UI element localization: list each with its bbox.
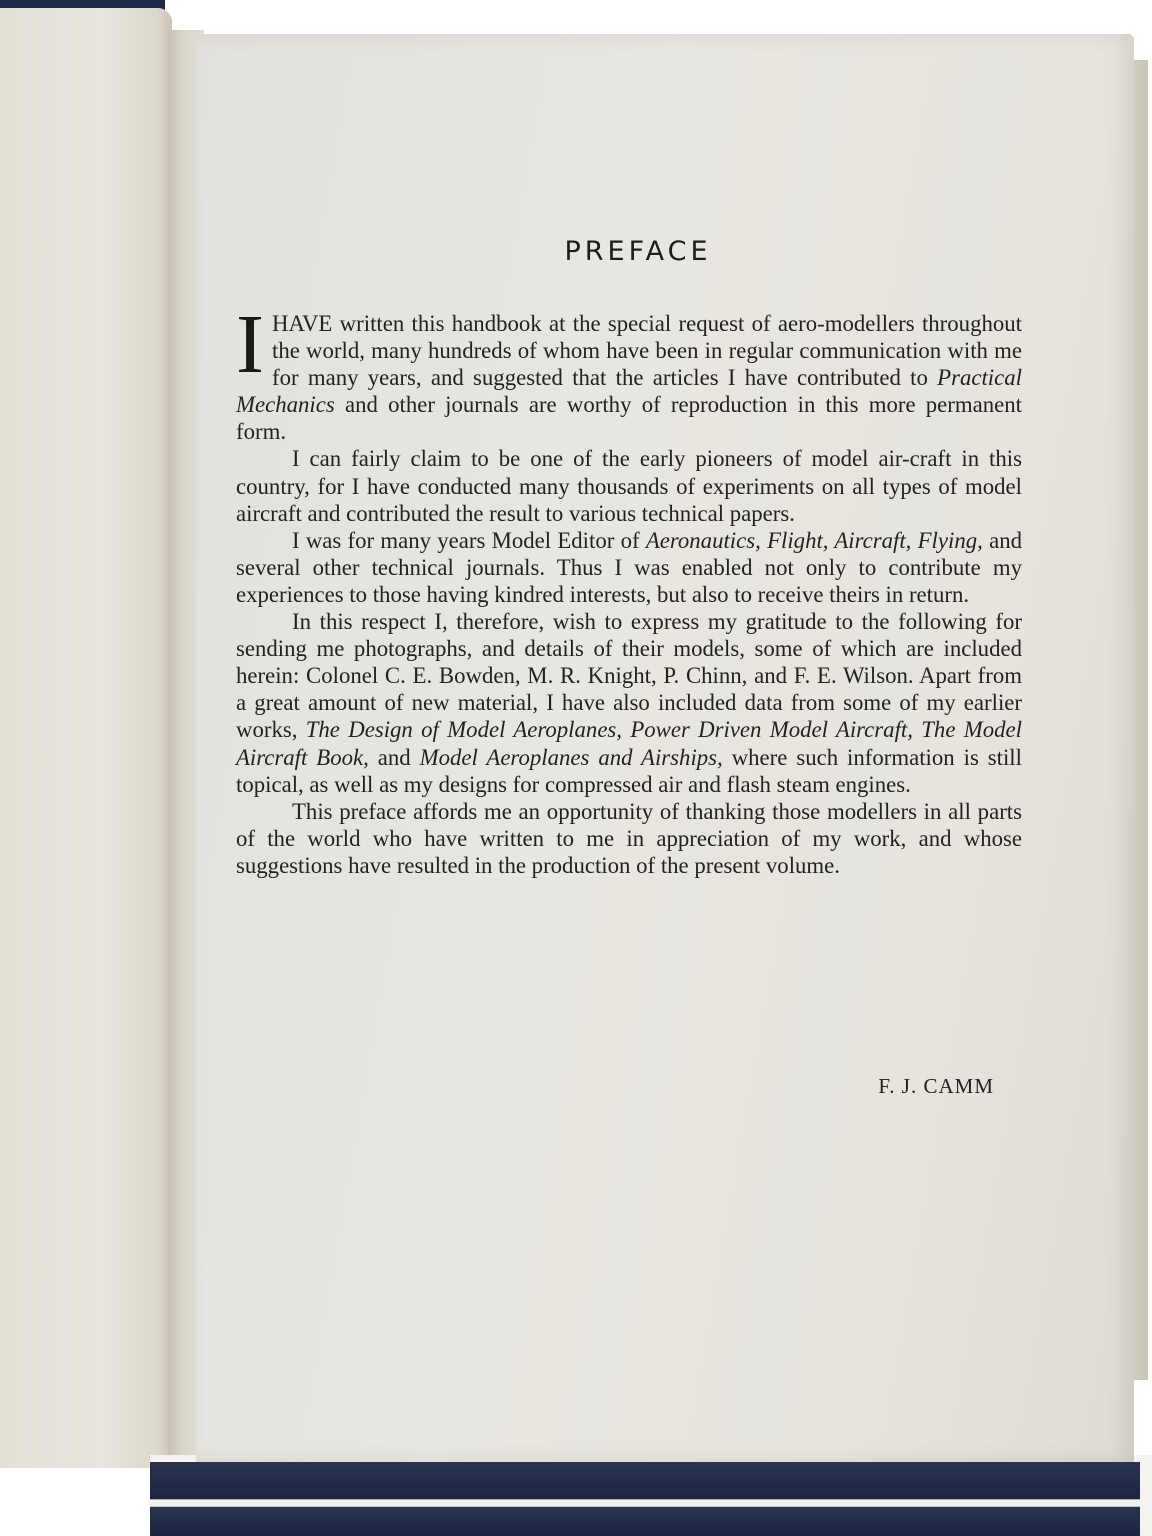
paragraph-3 [236, 527, 1022, 608]
paragraph-4-text-a: In this respect I, therefore, wish to express my gratitude to the following for sending me photographs, and details of their models, some of which are included herein: Colonel C. E. Bowden, M. R. Knight, P. Chinn, and F. E. Wilson. Apart from a great amount of new material, I have also included data from some of my earlier works, [236, 609, 1022, 743]
journal-title-practical-mechanics: Practical Mechanics [236, 365, 1022, 418]
paragraph-3-text-b: and several other technical journals. Thus I was enabled not only to contribute my experiences to those having kindred interests, but also to receive theirs in return. [236, 527, 1022, 607]
preface-body [236, 298, 1022, 879]
paragraph-4-text-b: and [368, 744, 420, 770]
paragraph-1-lead: HAVE [271, 311, 333, 336]
left-page [0, 8, 172, 1468]
paragraph-3-text-a: I was for many years Model Editor of [292, 527, 646, 553]
paragraph-1-text-b: and other journals are worthy of reproduction in this more permanent form. [236, 392, 1022, 445]
paragraph-1 [236, 298, 1022, 445]
paragraph-5: This preface affords me an opportunity of thanking those modellers in all parts of the world who have written to me in appreciation of my work, and whose suggestions have resulted in the production of the present volume. [236, 798, 1022, 878]
journal-titles: Aeronautics, Flight, Aircraft, Flying, [645, 527, 983, 553]
page-title: PREFACE [564, 236, 712, 267]
drop-cap: I [236, 298, 264, 391]
paragraph-2: I can fairly claim to be one of the early pioneers of model air-craft in this country, for I have conducted many thousands of experiments on all types of model aircraft and contributed the result to various technical papers. [236, 446, 1022, 526]
book-titles-1: The Design of Model Aeroplanes, Power Driven Model Aircraft, The Model Aircraft Book, [236, 717, 1022, 770]
paragraph-1-text-a: written this handbook at the special request of aero-modellers throughout the world, many hundreds of whom have been in regular communication with me for many years, and suggested that the articles I have contributed to [271, 311, 1022, 391]
paragraph-4-text-c: where such information is still topical, as well as my designs for compressed air and flash steam engines. [236, 744, 1022, 797]
author-signature: F. J. CAMM [878, 1074, 994, 1098]
paragraph-4 [236, 608, 1022, 798]
book-titles-2: Model Aeroplanes and Airships, [419, 744, 723, 770]
book-binding-bottom [150, 1462, 1140, 1536]
